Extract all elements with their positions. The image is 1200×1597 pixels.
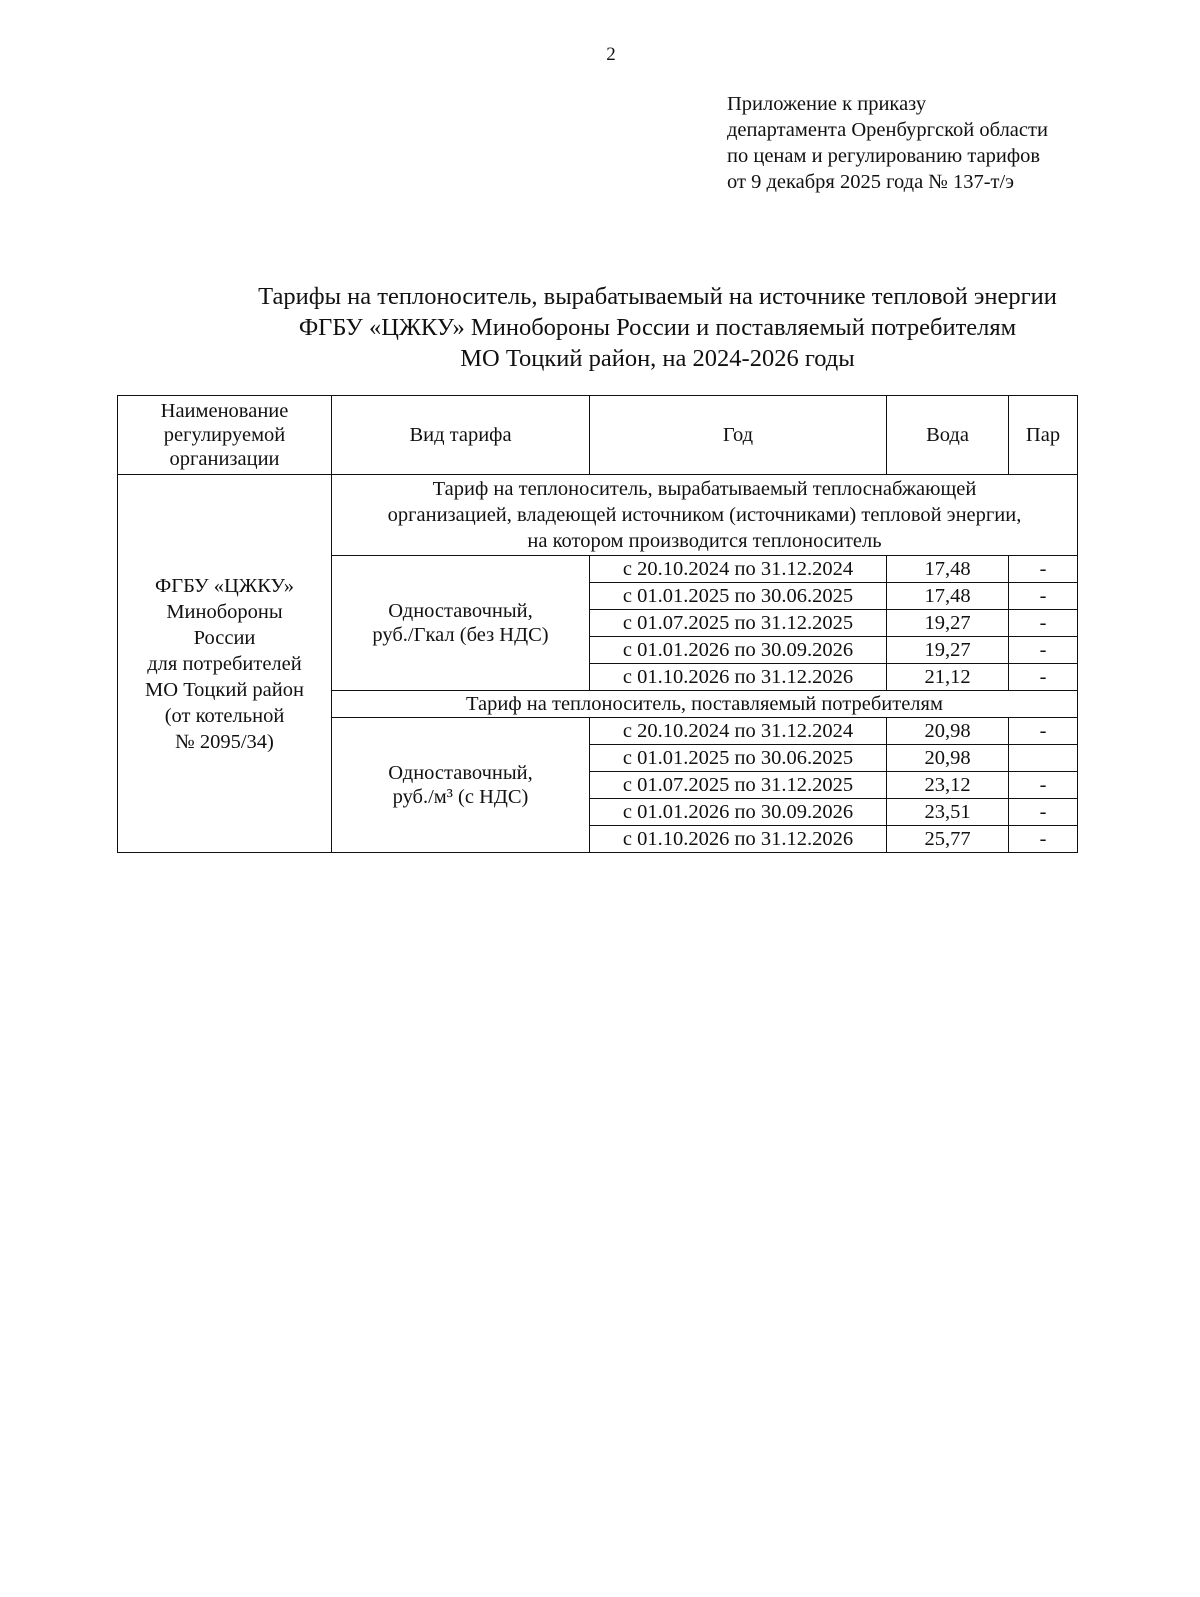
section-heading: [332, 475, 1078, 556]
period-cell: с 01.10.2026 по 31.12.2026: [590, 826, 887, 853]
appendix-block: [727, 91, 1048, 195]
tariff-type-line: руб./Гкал (без НДС): [372, 624, 549, 646]
document-title: [120, 281, 1195, 374]
steam-cell: -: [1009, 583, 1078, 610]
organization-line: № 2095/34): [175, 730, 274, 753]
period-cell: с 01.10.2026 по 31.12.2026: [590, 664, 887, 691]
section-heading-line: Тариф на теплоноситель, поставляемый потребителям: [466, 693, 943, 715]
tariff-type-line: Одноставочный,: [388, 600, 533, 622]
organization-line: для потребителей: [147, 652, 302, 675]
header-water: Вода: [887, 396, 1009, 475]
tariff-type-cell: [332, 556, 590, 691]
header-steam: Пар: [1009, 396, 1078, 475]
water-cell: 23,51: [887, 799, 1009, 826]
appendix-line: Приложение к приказу: [727, 93, 927, 115]
period-cell: с 01.07.2025 по 31.12.2025: [590, 772, 887, 799]
section-heading: [332, 691, 1078, 718]
tariff-type-line: Одноставочный,: [388, 762, 533, 784]
section-heading-line: на котором производится теплоноситель: [527, 530, 882, 552]
water-cell: 20,98: [887, 745, 1009, 772]
page-number: 2: [606, 44, 616, 65]
organization-line: (от котельной: [164, 704, 285, 727]
title-line: Тарифы на теплоноситель, вырабатываемый на источнике тепловой энергии: [258, 283, 1057, 310]
steam-cell: -: [1009, 637, 1078, 664]
steam-cell: -: [1009, 664, 1078, 691]
water-cell: 21,12: [887, 664, 1009, 691]
water-cell: 19,27: [887, 637, 1009, 664]
period-cell: с 20.10.2024 по 31.12.2024: [590, 556, 887, 583]
table-header-row: [118, 396, 1078, 475]
organization-line: МО Тоцкий район: [145, 678, 304, 701]
steam-cell: -: [1009, 799, 1078, 826]
title-line: ФГБУ «ЦЖКУ» Минобороны России и поставляемый потребителям: [298, 314, 1017, 341]
appendix-line: от 9 декабря 2025 года № 137-т/э: [727, 171, 1014, 193]
steam-cell: -: [1009, 556, 1078, 583]
period-cell: с 01.01.2026 по 30.09.2026: [590, 637, 887, 664]
appendix-line: по ценам и регулированию тарифов: [727, 145, 1041, 167]
tariff-type-line: руб./м³ (с НДС): [392, 786, 529, 808]
section-heading-line: Тариф на теплоноситель, вырабатываемый теплоснабжающей: [432, 478, 977, 500]
steam-cell: [1009, 745, 1078, 772]
header-year: Год: [590, 396, 887, 475]
water-cell: 23,12: [887, 772, 1009, 799]
tariff-table: [117, 395, 1078, 853]
period-cell: с 01.07.2025 по 31.12.2025: [590, 610, 887, 637]
steam-cell: -: [1009, 772, 1078, 799]
steam-cell: -: [1009, 826, 1078, 853]
organization-cell: [118, 475, 332, 853]
header-org-line: организации: [169, 448, 280, 470]
header-org-line: Наименование: [160, 400, 289, 422]
header-org-line: регулируемой: [163, 424, 286, 446]
organization-line: России: [193, 626, 256, 649]
water-cell: 25,77: [887, 826, 1009, 853]
organization-line: ФГБУ «ЦЖКУ»: [155, 574, 294, 597]
water-cell: 17,48: [887, 583, 1009, 610]
period-cell: с 01.01.2025 по 30.06.2025: [590, 583, 887, 610]
appendix-line: департамента Оренбургской области: [727, 119, 1048, 141]
water-cell: 17,48: [887, 556, 1009, 583]
steam-cell: -: [1009, 718, 1078, 745]
section-heading-row: [118, 475, 1078, 556]
water-cell: 19,27: [887, 610, 1009, 637]
header-tariff-type: Вид тарифа: [332, 396, 590, 475]
steam-cell: -: [1009, 610, 1078, 637]
tariff-type-cell: [332, 718, 590, 853]
organization-line: Минобороны: [166, 600, 283, 623]
period-cell: с 01.01.2025 по 30.06.2025: [590, 745, 887, 772]
section-heading-line: организацией, владеющей источником (источниками) тепловой энергии,: [387, 504, 1022, 526]
period-cell: с 01.01.2026 по 30.09.2026: [590, 799, 887, 826]
period-cell: с 20.10.2024 по 31.12.2024: [590, 718, 887, 745]
title-line: МО Тоцкий район, на 2024-2026 годы: [460, 345, 855, 372]
water-cell: 20,98: [887, 718, 1009, 745]
header-org: [118, 396, 332, 475]
